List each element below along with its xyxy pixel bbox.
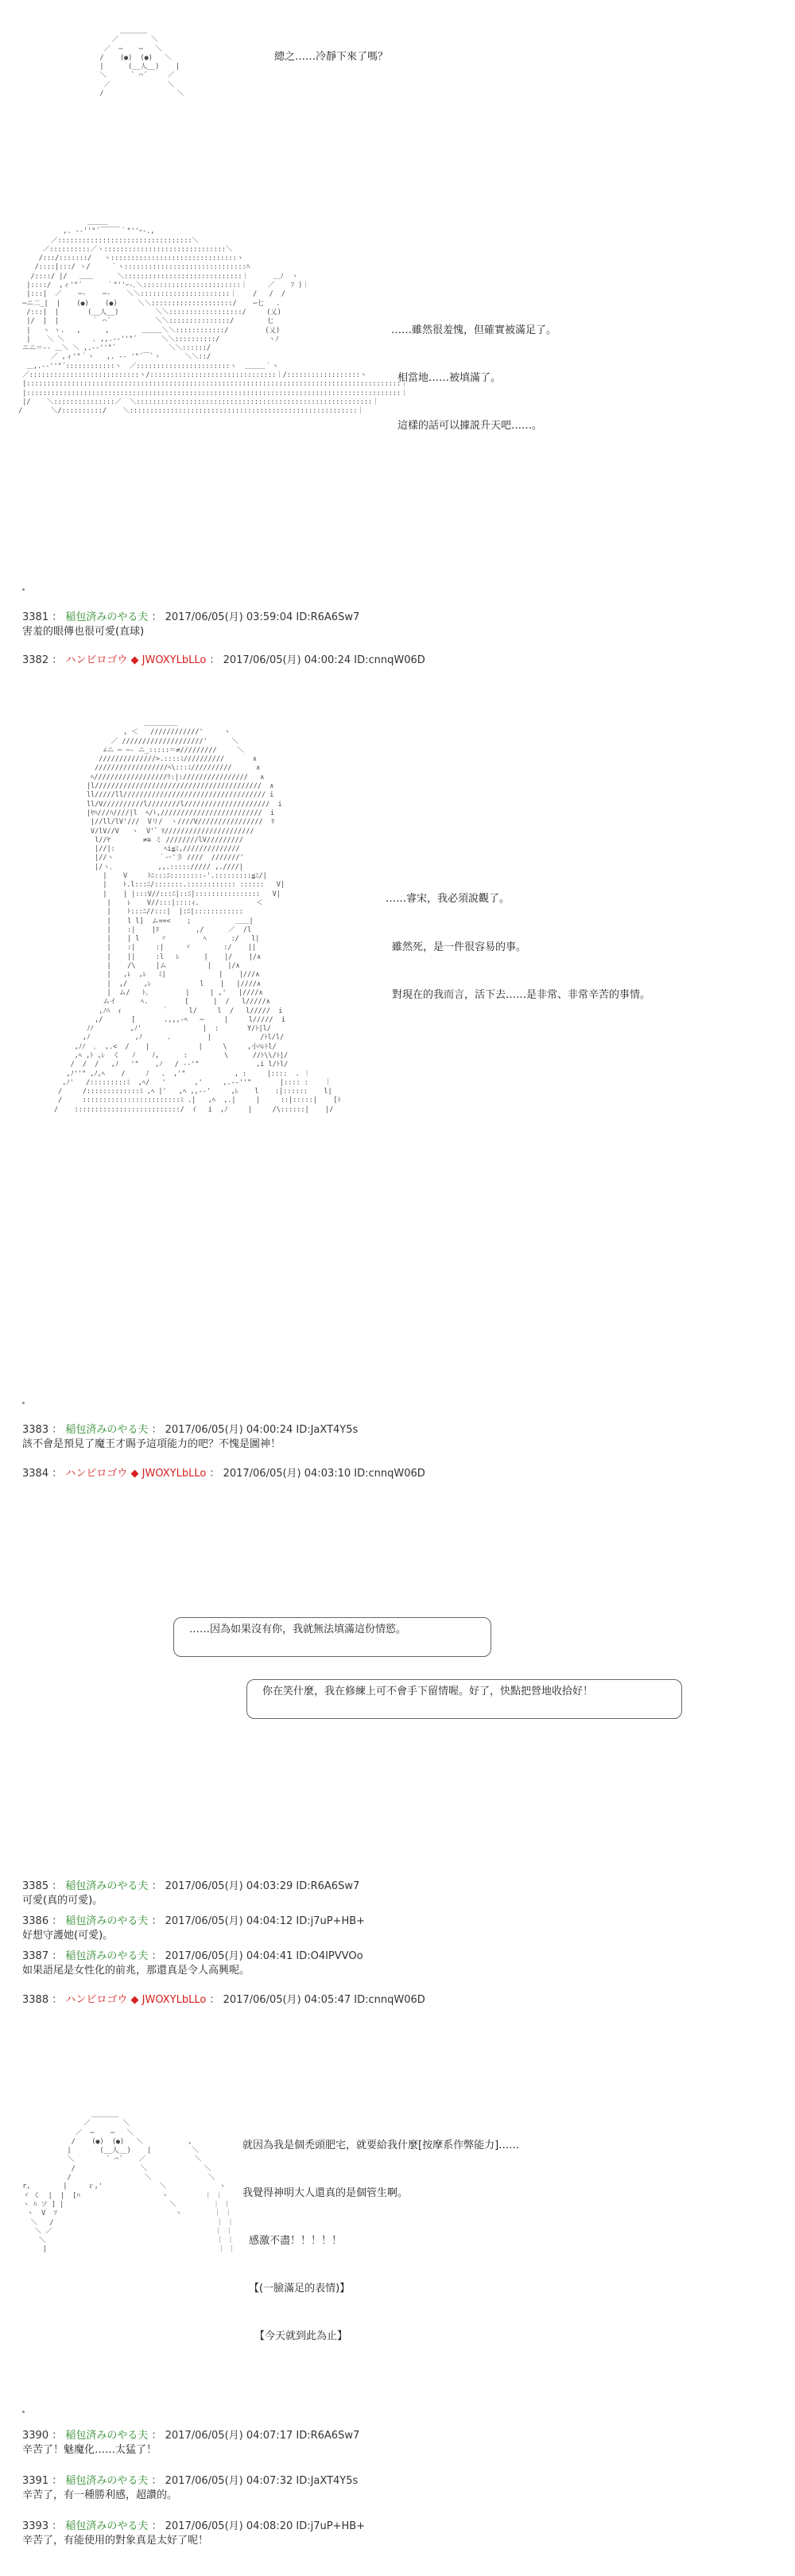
dialogue-line: 相當地……被填滿了。	[398, 372, 502, 384]
post-3383: 3383 ： 稲包済みのやる夫 ： 2017/06/05(月) 04:00:24 ID:JaXT4Y5s 該不會是預見了魔王才賜予這項能力的吧？不愧是圖神！	[22, 1424, 359, 1450]
dialogue-line: 感激不盡！！！！！	[249, 2235, 343, 2247]
poster-id: ID:R6A6Sw7	[296, 2430, 360, 2442]
speech-bubble	[173, 1609, 491, 1663]
poster-trip: ◆ JWOXYLbLLo	[130, 1468, 207, 1480]
post-3387: 3387 ： 稲包済みのやる夫 ： 2017/06/05(月) 04:04:41 ID:O4IPVVOo 如果語尾是女性化的前兆，那還真是令人高興呢。	[22, 1950, 363, 1977]
post-body: 如果語尾是女性化的前兆，那還真是令人高興呢。	[22, 1965, 250, 1977]
post-3388: 3388 ： ハンビロゴウ ◆ JWOXYLbLLo ： 2017/06/05(月) 04:05:47 ID:cnnqW06D	[22, 1994, 425, 2006]
poster-id: ID:j7uP+HB+	[296, 1915, 366, 1927]
poster-trip: ◆ JWOXYLbLLo	[130, 1994, 207, 2006]
post-body: 辛苦了，有一種勝利感，超讚的。	[22, 2489, 178, 2501]
post-3384: 3384 ： ハンビロゴウ ◆ JWOXYLbLLo ： 2017/06/05(月) 04:03:10 ID:cnnqW06D	[22, 1468, 425, 1480]
dialogue-line: 【(一臉滿足的表情)】	[249, 2283, 351, 2295]
poster-name: 稲包済みのやる夫	[65, 2520, 149, 2532]
post-body: 可愛(真的可愛)。	[22, 1895, 103, 1907]
post-3391: 3391 ： 稲包済みのやる夫 ： 2017/06/05(月) 04:07:32 ID:JaXT4Y5s 辛苦了，有一種勝利感，超讚的。	[22, 2475, 359, 2501]
dialogue-line: 這樣的話可以據説升天吧……。	[398, 420, 543, 432]
post-body: 辛苦了，有能使用的對象真是太好了呢！	[22, 2535, 209, 2547]
dialogue-line: 【今天就到此為止】	[254, 2330, 348, 2342]
poster-name: 稲包済みのやる夫	[65, 2475, 149, 2487]
dialogue-line: 我覺得神明大人還真的是個管生啊。	[242, 2187, 409, 2199]
poster-id: ID:cnnqW06D	[354, 1468, 425, 1480]
post-body: 辛苦了！魅魔化……太猛了！	[22, 2444, 157, 2456]
ascii-art-figure-bowing: ＿＿＿＿ ／ ＼ ／ ─ ─ ＼ / (●) (●) ＼ , | (__人__) | ＼ ＼ ` ⌒´ ／ ＼ / ＼ ＼ / ＼ ＼ r, | ｒ,' ＼ ヽ ヾ く | | [ﾊ ヽ ｜ ｜ ヽ ﾊ ソ ] | ＼ ｜ ｜ ヽ V ｿ ヽ ｜ ｜ ＼ / ｜ ｜ ＼ ／ ｜ ｜ ＼ ｜ ｜ | ｜ ｜	[22, 2111, 235, 2254]
post-3381: 3381 ： 稲包済みのやる夫 ： 2017/06/05(月) 03:59:04 ID:R6A6Sw7 害羞的眼傳也很可愛(直球)	[22, 611, 360, 638]
ascii-art-figure-lying: ＿＿＿ ,. -‐''"´￣￣￣｀"''ｰ-., ／:::::::::::::::::::::::::::::::::＼ ／::::::::::／ヽ::::::::::::::::::::::::::::::＼ /:::/:::::::/ ヽ:::::::::::::::::::::::::::::::ヽ /::::|:::/ ヽ/ ｀ヽ::::::::::::::::::::::::::::::ﾊ /::::/ |/ ＿＿ ＼:::::::::::::::::::::::::::::｜ ＿ﾉ ヽ |::::/ ,ィ'"´ ｀"''ｰ-､＼::::::::::::::::::::::::｜ ／ ﾌ )｜ |:::| ／ ─‐ ─‐ ＼＼::::::::::::::::::::::｜ / / / ─ニ二_| | (●) (●) ＼＼::::::::::::::::::::/ ─七 . /:::| | (__人__) ＼＼::::::::::::::::::/ (乂) |/ | | ｀ ⌒´ ＼＼:::::::::::::::/ 七 | ヽ ヽ. , , ＿＿＿＼＼::::::::::::/ (乂) | ＼ ＼ ､ ,,.-‐''"´ ＼＼::::::::::/ ヽﾉ ニニ＝‐- ＿＼ ＼ ,.-‐''"´ ＼＼::::::/ ／ ,ィ'"｀ヽ ,. -‐ '"´￣`ヽ ＼＼::/ ＿,.-‐''"´::::::::::::ヽ ／:::::::::::::::::::::::ヽ ＿＿＿｀ヽ ／:::::::::::::::::::::::::::ヽ/:::::::::::::::::::::::::::::::｜/::::::::::::::::::ヽ |::::::::::::::::::::::::::::::::::::::::::::::::::::::::::::::::::::::::::::::::::::::::::::｜ |::::::::::::::::::::::::::::::::::::::::::::::::::::::::::::::::::::::::::::::::::::::::::::｜ |/ ＼:::::::::::::::／ ＼::::::::::::::::::::::::::::::::::::::::::::::::::::::::::｜ / ＼/::::::::::/ ＼::::::::::::::::::::::::::::::::::::::::::::::::::::::::｜	[18, 219, 408, 416]
poster-id: ID:j7uP+HB+	[296, 2520, 366, 2532]
poster-id: ID:JaXT4Y5s	[296, 2475, 359, 2487]
post-body: 好想守護她(可愛)。	[22, 1930, 114, 1942]
poster-id: ID:JaXT4Y5s	[296, 1424, 359, 1436]
post-3390: 3390 ： 稲包済みのやる夫 ： 2017/06/05(月) 04:07:17 ID:R6A6Sw7 辛苦了！魅魔化……太猛了！	[22, 2430, 360, 2456]
poster-id: ID:cnnqW06D	[354, 654, 425, 666]
dialogue-line: 雖然死，是一件很容易的事。	[392, 941, 527, 953]
poster-id: ID:cnnqW06D	[354, 1994, 425, 2006]
speech-bubble	[246, 1671, 682, 1725]
poster-name: 稲包済みのやる夫	[65, 2430, 149, 2442]
post-3386: 3386 ： 稲包済みのやる夫 ： 2017/06/05(月) 04:04:12 ID:j7uP+HB+ 好想守護她(可愛)。	[22, 1915, 366, 1942]
divider-dot	[22, 1402, 25, 1404]
post-body: 該不會是預見了魔王才賜予這項能力的吧？不愧是圖神！	[22, 1438, 281, 1450]
dialogue-line: 總之……冷靜下來了嗎？	[274, 51, 389, 63]
ascii-art-face-small: ＿＿＿＿ ／ ＼ ／ ─ ─ ＼ / (●) (●) ＼ | (__人__) | ＼ ` ⌒´ ／ ／ ＼ / ＼	[99, 27, 184, 99]
poster-trip: ◆ JWOXYLbLLo	[130, 654, 207, 666]
post-3382: 3382 ： ハンビロゴウ ◆ JWOXYLbLLo ： 2017/06/05(月) 04:00:24 ID:cnnqW06D	[22, 654, 425, 666]
poster-name: 稲包済みのやる夫	[65, 611, 149, 623]
speech-bubble-text: ……因為如果沒有你，我就無法填滿這份情慾。	[186, 1623, 409, 1637]
poster-id: ID:R6A6Sw7	[296, 611, 360, 623]
divider-dot	[22, 588, 25, 591]
dialogue-line: 對現在的我而言，活下去……是非常、非常辛苦的事情。	[392, 989, 651, 1001]
poster-name: 稲包済みのやる夫	[65, 1880, 149, 1892]
dialogue-line: ……睿宋，我必須說觀了。	[386, 893, 510, 905]
poster-name: 稲包済みのやる夫	[65, 1424, 149, 1436]
post-body: 害羞的眼傳也很可愛(直球)	[22, 626, 145, 638]
poster-name: 稲包済みのやる夫	[65, 1950, 149, 1962]
post-3393: 3393 ： 稲包済みのやる夫 ： 2017/06/05(月) 04:08:20 ID:j7uP+HB+ 辛苦了，有能使用的對象真是太好了呢！	[22, 2520, 366, 2547]
poster-name: ハンビロゴウ	[65, 1994, 128, 2006]
dialogue-line: ……雖然很羞愧，但確實被滿足了。	[391, 324, 557, 336]
poster-id: ID:O4IPVVOo	[296, 1950, 363, 1962]
poster-id: ID:R6A6Sw7	[296, 1880, 360, 1892]
speech-bubble-text: 你在笑什麼，我在修練上可不會手下留情喔。好了，快點把營地收拾好！	[259, 1685, 596, 1699]
divider-dot	[22, 2411, 25, 2413]
poster-name: ハンビロゴウ	[65, 1468, 128, 1480]
poster-name: 稲包済みのやる夫	[65, 1915, 149, 1927]
dialogue-line: 就因為我是個禿頭肥宅，就要給我什麼[按摩系作弊能力]……	[242, 2140, 520, 2151]
post-3385: 3385 ： 稲包済みのやる夫 ： 2017/06/05(月) 04:03:29 ID:R6A6Sw7 可愛(真的可愛)。	[22, 1880, 360, 1907]
ascii-art-figure-standing: ＿＿＿＿＿ , ＜ ////////////' ヽ ／ ////////////////////' ＼ ∠ニ ─ ─- ニ_:::::＝≠///////// ＼ //////////////>.::::ﾐ////////// ∧ //////////////////ﾍ\:::ﾐ////////// ∧ ﾍ//////////////////ﾘ:|://////////////// ∧ |l///////////////////////////////////////// ∧ ll/////ll/////////////////////////////////// i ll/V//////////l////////l///////////////////// i |ﾔﾊ///ﾊ////|l ﾍ/ﾄ,///////////////////////// i |//ll/lV'/// Vリ/ ヽ////V//////////////// ﾘ V/lV//V ヽ V'゛ﾘ////////////////////// l//ﾔ ≠≡ ミ ////////lV///////// |//|: ﾍi≦ﾐ,////////////// |//ヽ ｀ー'彡 //// ///////' |/ヽ､ ,,.:::::///// ,.////| | V ﾄﾆ:::ﾆ::::::::-'.:::::::::≦ﾐ/| | ﾄ.l:::ﾆ/:::::::.:::::::::::: :::::: V| | | |:::V//:::ﾆ|::ﾆ|:::::::::::::::: V| | ﾚ V//:::|::::ｨ. ＜ | ﾄ:::ﾆ//:::| |:ﾆ|:::::::::::: | l l] ム==< ; ＿＿| | :| |ﾘ ,/ ／ /l | | l ヾ ﾍ :/ l| | :| :| ヾ :/ || | || :l ﾚ | |/ |/∧ | /\ |ム | |/∧ | ,ﾚ ,ﾚ ﾐ| | |///∧ | ,/ ,ﾚ l | |////∧ | ム/ ﾄ｡ | | ,' |////∧ ムイ ﾍ. [ | / l/////∧ ,ﾉﾊ ｨ ｀ l/ l / l///// i ,/ [ .,,,-ﾍ ─ | l///// i ﾉﾉ ,ﾉ' | : Y/ﾄ|l/ ,ﾉ ,ﾉ . | /ﾄl/l/ ,ﾉﾉ ､ ,.< / | | \ ,小ﾊﾚﾄl/ ,ﾍ ,ﾄ ,ﾚ く ﾉ ﾉ, : \ //ﾄ\\/ﾄ|/ / / / ,ﾉ '" ,ﾉ / ‐‐'" ,i l/ﾄl/ ,ﾉ''" ,ﾉ,ﾍ / ﾉ . ,'" , : |:::: . ｜ ,ﾉ' /:::::::::ﾐ ,ﾍ/ ' ,' ,.-‐''" |:::: : ｜ / /:::::::::::::ﾐ ,ﾍ |' ,ﾍ ,,-‐' ,ﾚ l :|:::::: l| / ::::::::::::::::::::::::ﾐ .| ,ﾍ ,.| | ::|:::::| [ﾄ / ::::::::::::::::::::::::::/ ｲ i ,ﾉ | /\::::::| |/	[54, 720, 341, 1114]
poster-name: ハンビロゴウ	[65, 654, 128, 666]
